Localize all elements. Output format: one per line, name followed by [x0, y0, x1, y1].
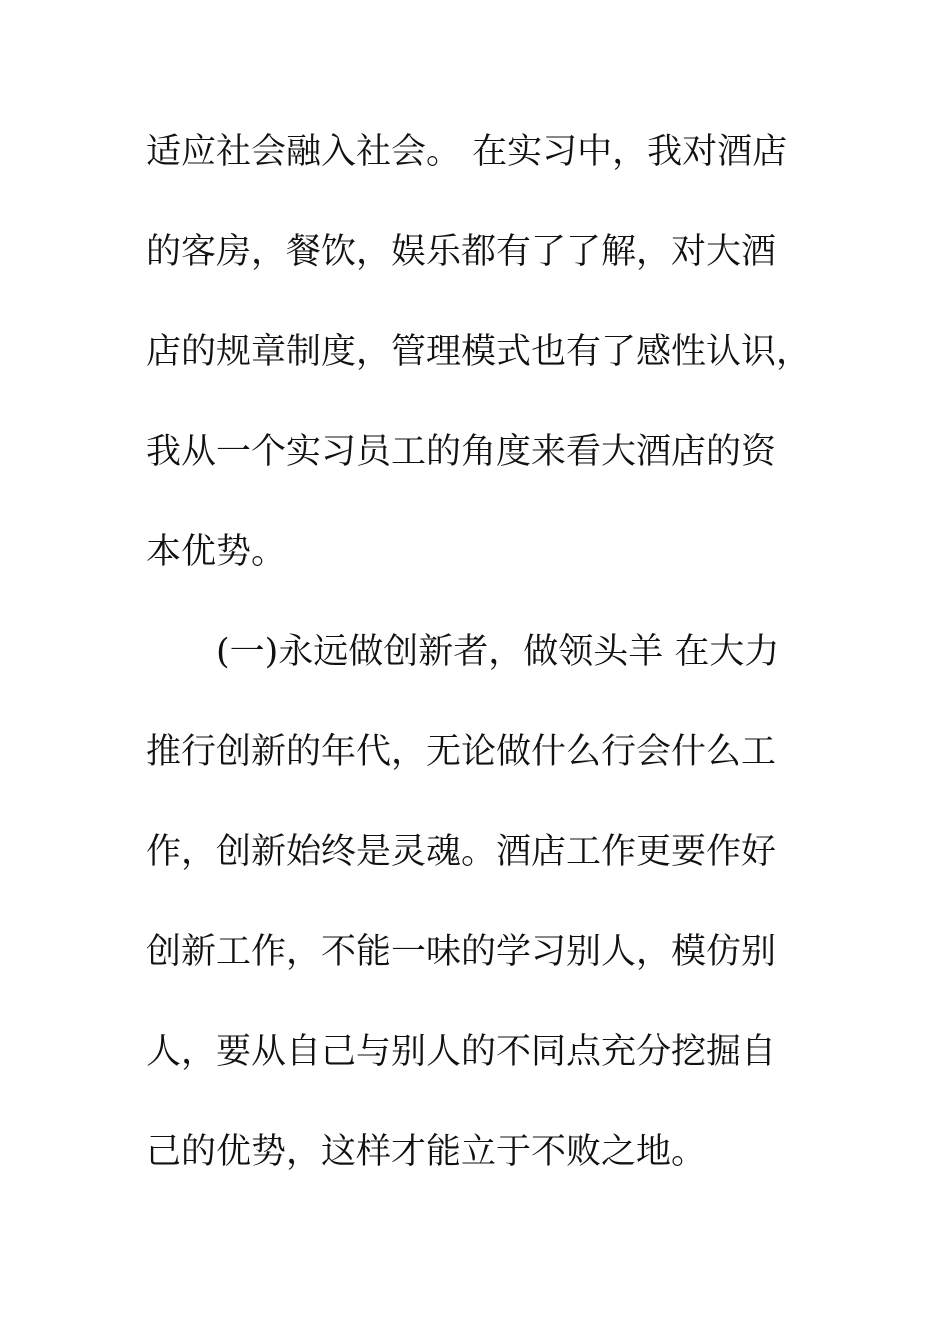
text-line: 人，要从自己与别人的不同点充分挖掘自	[146, 1032, 777, 1072]
text-line: 本优势。	[146, 532, 287, 572]
section-heading-line: (一)永远做创新者，做领头羊 在大力	[146, 632, 780, 672]
text-line: 店的规章制度，管理模式也有了感性认识，	[146, 332, 812, 372]
text-line: 适应社会融入社会。 在实习中，我对酒店	[146, 132, 788, 172]
text-line: 创新工作，不能一味的学习别人，模仿别	[146, 932, 777, 972]
text-line: 我从一个实习员工的角度来看大酒店的资	[146, 432, 777, 472]
body-text	[146, 124, 812, 1224]
text-line: 作，创新始终是灵魂。酒店工作更要作好	[146, 832, 777, 872]
text-line: 己的优势，这样才能立于不败之地。	[146, 1132, 707, 1172]
text-line: 的客房，餐饮，娱乐都有了了解，对大酒	[146, 232, 777, 272]
text-line: 推行创新的年代，无论做什么行会什么工	[146, 732, 777, 772]
